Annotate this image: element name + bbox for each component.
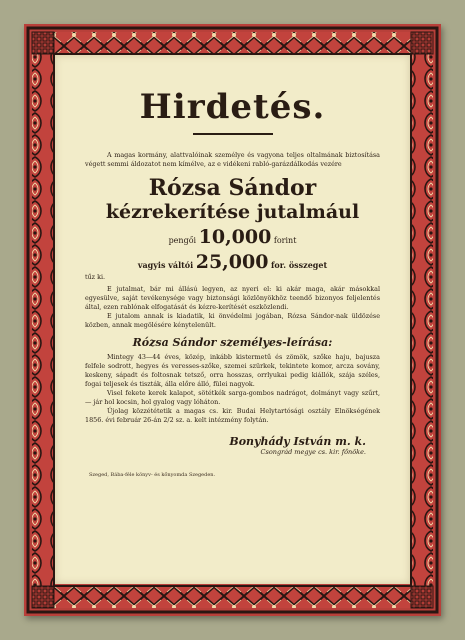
- name-heading: Rózsa Sándor: [148, 175, 317, 201]
- paragraph-2: E jutalom annak is kiadatik, ki önvédelmi jogában, Rózsa Sándor-nak üldözése közben, annak megölésére kénytelenült.: [85, 312, 380, 329]
- paragraph-4: Visel fekete kerek kalapot, sötétkék sarga-gombos nadrágot, dolmányt vagy szűrt, — jár hol kocsin, hol gyalog vagy lóháton.: [85, 389, 380, 406]
- title-rule: [193, 133, 273, 135]
- reward-line2-suffix: for. összeget: [270, 260, 328, 270]
- signature-name: Bonyhády István m. k.: [229, 435, 366, 448]
- reward-line-2: [85, 251, 380, 273]
- reward-line1-suffix: forint: [273, 236, 297, 245]
- printer-line: Szeged, Bába-féle könyv- és kőnyomda Szegeden.: [89, 472, 216, 478]
- signature-rank: Csongrád megye cs. kir. főnöke.: [260, 448, 366, 456]
- reward-line-3: tűz ki.: [85, 273, 106, 281]
- reward-line1-prefix: pengői: [168, 236, 197, 245]
- description-heading: Rózsa Sándor személyes-leírása:: [132, 336, 333, 349]
- intro-paragraph: A magas kormány, alattvalóinak személye és vagyona teljes oltalmának biztosítása végett semmi áldozatot nem kímélve, az e vidékeni rabló-garázdálkodás vezére: [85, 151, 380, 168]
- paragraph-1: E jutalmat, bár mi állású legyen, az nyeri el: ki akár maga, akár másokkal egyesülve, saját tevékenysége vagy biztonsági közlönyökhöz teendő bizonyos feljelentés által, ezen rablónak elfogatását és kézre-kerítését eszközlendi.: [85, 285, 380, 311]
- paragraph-5: Újolag közzététetik a magas cs. kir. Budai Helytartósági osztály Elnökségének 1856. évi február 26-án 2/2 sz. a. kelt intézmény folytán.: [85, 407, 380, 424]
- reward-amount-1: 10,000: [198, 226, 272, 248]
- signature-block: [85, 435, 380, 456]
- reward-heading: kézrekerítése jutalmául: [105, 201, 360, 223]
- poster-paper: [55, 55, 410, 584]
- paragraph-3: Mintegy 43—44 éves, közép, inkább kistermetű és zömök, szőke haju, bajusza felfele sodrott, hegyes és veresses-szőke, szemei szürkek, tekintete komor, arcza sovány, keskeny, sápadt és foltosnak tetsző, orra hosszas, orrlyukai pedig kiállók, szája széles, fogai teljesek és tiszták, álla előre álló, fülei nagyok.: [85, 353, 380, 388]
- reward-line2-prefix: vagyis váltói: [137, 260, 194, 270]
- reward-amount-2: 25,000: [195, 251, 269, 273]
- reward-line-1: [85, 226, 380, 248]
- poster-title: Hirdetés.: [139, 87, 326, 127]
